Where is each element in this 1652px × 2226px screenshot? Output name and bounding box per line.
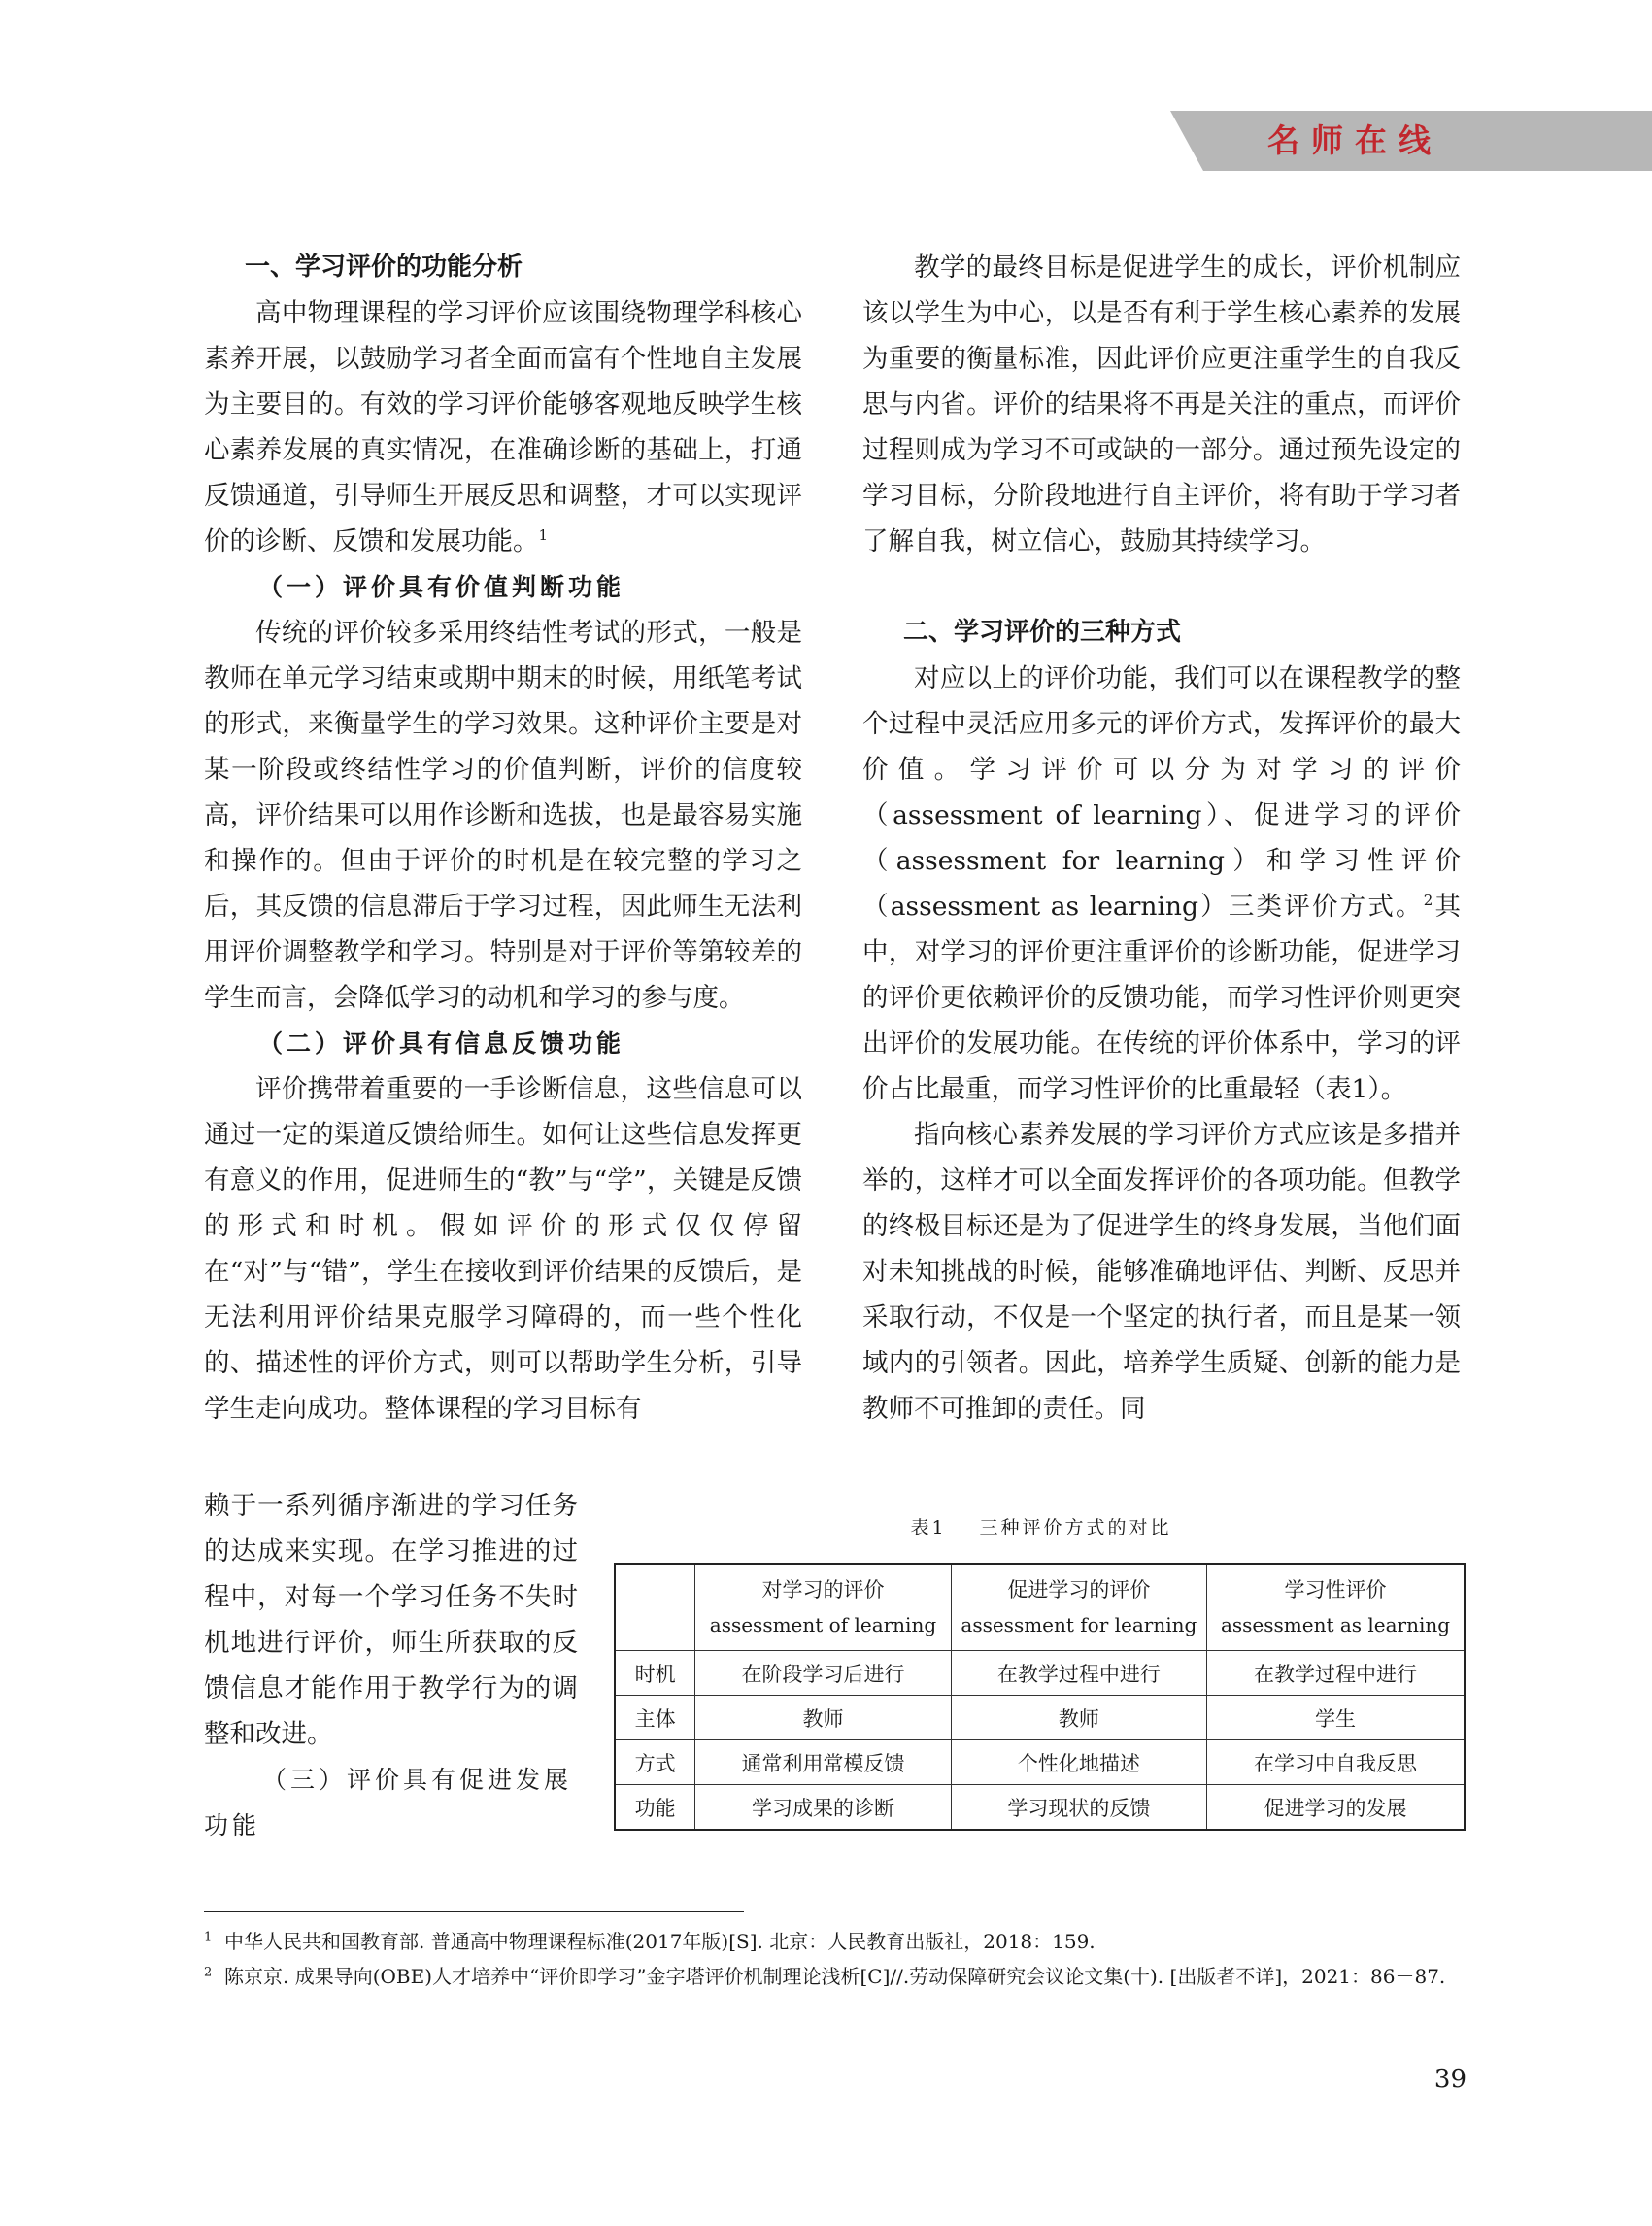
table-row [615, 1651, 1465, 1696]
left-para-3-continued-block [204, 1483, 578, 1757]
subsection-2-title: （二）评价具有信息反馈功能 [258, 1029, 625, 1058]
table-cell: 学习成果的诊断 [695, 1785, 951, 1831]
table-row [615, 1696, 1465, 1740]
subsection-3-title: （三）评价具有促进发展 功能 [204, 1766, 573, 1839]
table-cell: 教师 [695, 1696, 951, 1740]
right-para-2: 对应以上的评价功能，我们可以在课程教学的整个过程中灵活应用多元的评价方式，发挥评价的最大价值。学习评价可以分为对学习的评价（assessment of learning）、促进学习的评价（assessment for learning）和学习性评价（assessment as learning）三类评价方式。$^2$其中，对学习的评价更注重评价的诊断功能，促进学习的评价更依赖评价的反馈功能，而学习性评价则更突出评价的发展功能。在传统的评价体系中，学习的评价占比最重，而学习性评价的比重最轻（表1）。 [862, 663, 1461, 1104]
table-corner-cell [615, 1564, 695, 1651]
table-cell: 学生 [1207, 1696, 1465, 1740]
subsection-1-title: （一）评价具有价值判断功能 [258, 573, 625, 601]
comparison-table [614, 1563, 1466, 1831]
footnote-ref-2: 2 [1423, 892, 1433, 910]
table-header-row [615, 1564, 1465, 1651]
footnote-2: $^2$ 陈京京. 成果导向(OBE)人才培养中“评价即学习”金字塔评价机制理论浅析[C]//.劳动保障研究会议论文集(十). [出版者不详]，2021：86－87. [204, 1965, 1446, 1988]
table-col-header: 促进学习的评价 assessment for learning [951, 1564, 1206, 1651]
footnote-divider [204, 1911, 744, 1912]
table-col-header: 对学习的评价 assessment of learning [695, 1564, 951, 1651]
table-caption: 表1 三种评价方式的对比 [910, 1517, 1172, 1538]
right-para-3: 指向核心素养发展的学习评价方式应该是多措并举的，这样才可以全面发挥评价的各项功能。但教学的终极目标还是为了促进学生的终身发展，当他们面对未知挑战的时候，能够准确地评估、判断、反思并采取行动，不仅是一个坚定的执行者，而且是某一领域内的引领者。因此，培养学生质疑、创新的能力是教师不可推卸的责任。同 [862, 1120, 1461, 1424]
footnote-ref-1: 1 [538, 526, 549, 545]
section-1-title: 一、学习评价的功能分析 [245, 253, 523, 282]
table-cell: 通常利用常模反馈 [695, 1740, 951, 1785]
table-cell: 在学习中自我反思 [1207, 1740, 1465, 1785]
footnote-1: $^1$ 中华人民共和国教育部. 普通高中物理课程标准(2017年版)[S]. 北京：人民教育出版社，2018：159. [204, 1930, 1096, 1953]
table-row-label: 功能 [615, 1785, 695, 1831]
left-column [204, 245, 802, 1432]
left-para-3: 评价携带着重要的一手诊断信息，这些信息可以通过一定的渠道反馈给师生。如何让这些信息发挥更有意义的作用，促进师生的“教”与“学”，关键是反馈的形式和时机。假如评价的形式仅仅停留在“对”与“错”，学生在接收到评价结果的反馈后，是无法利用评价结果克服学习障碍的，而一些个性化的、描述性的评价方式，则可以帮助学生分析，引导学生走向成功。整体课程的学习目标有 [204, 1074, 802, 1424]
table-cell: 在阶段学习后进行 [695, 1651, 951, 1696]
left-para-1: 高中物理课程的学习评价应该围绕物理学科核心素养开展，以鼓励学习者全面而富有个性地自主发展为主要目的。有效的学习评价能够客观地反映学生核心素养发展的真实情况，在准确诊断的基础上，打通反馈通道，引导师生开展反思和调整，才可以实现评价的诊断、反馈和发展功能。$^1$ [204, 298, 802, 556]
left-para-2: 传统的评价较多采用终结性考试的形式，一般是教师在单元学习结束或期中期末的时候，用纸笔考试的形式，来衡量学生的学习效果。这种评价主要是对某一阶段或终结性学习的价值判断，评价的信度较高，评价结果可以用作诊断和选拔，也是最容易实施和操作的。但由于评价的时机是在较完整的学习之后，其反馈的信息滞后于学习过程，因此师生无法利用评价调整教学和学习。特别是对于评价等第较差的学生而言，会降低学习的动机和学习的参与度。 [204, 618, 802, 1013]
column-label: 名师在线 [1267, 121, 1442, 159]
table-row-label: 时机 [615, 1651, 695, 1696]
table-row-label: 方式 [615, 1740, 695, 1785]
section-2-title: 二、学习评价的三种方式 [903, 618, 1182, 647]
table-cell: 教师 [951, 1696, 1206, 1740]
table-col-header: 学习性评价 assessment as learning [1207, 1564, 1465, 1651]
table-row [615, 1740, 1465, 1785]
table-cell: 促进学习的发展 [1207, 1785, 1465, 1831]
table-cell: 学习现状的反馈 [951, 1785, 1206, 1831]
right-column [862, 245, 1461, 1432]
table-cell: 在教学过程中进行 [1207, 1651, 1465, 1696]
table-cell: 个性化地描述 [951, 1740, 1206, 1785]
table-row-label: 主体 [615, 1696, 695, 1740]
table-row [615, 1785, 1465, 1831]
table-cell: 在教学过程中进行 [951, 1651, 1206, 1696]
left-para-3-continued: 赖于一系列循序渐进的学习任务的达成来实现。在学习推进的过程中，对每一个学习任务不失时机地进行评价，师生所获取的反馈信息才能作用于教学行为的调整和改进。 [204, 1491, 578, 1749]
right-para-1: 教学的最终目标是促进学生的成长，评价机制应该以学生为中心，以是否有利于学生核心素养的发展为重要的衡量标准，因此评价应更注重学生的自我反思与内省。评价的结果将不再是关注的重点，而评价过程则成为学习不可或缺的一部分。通过预先设定的学习目标，分阶段地进行自主评价，将有助于学习者了解自我，树立信心，鼓励其持续学习。 [862, 253, 1461, 556]
page-number: 39 [1433, 2065, 1467, 2094]
